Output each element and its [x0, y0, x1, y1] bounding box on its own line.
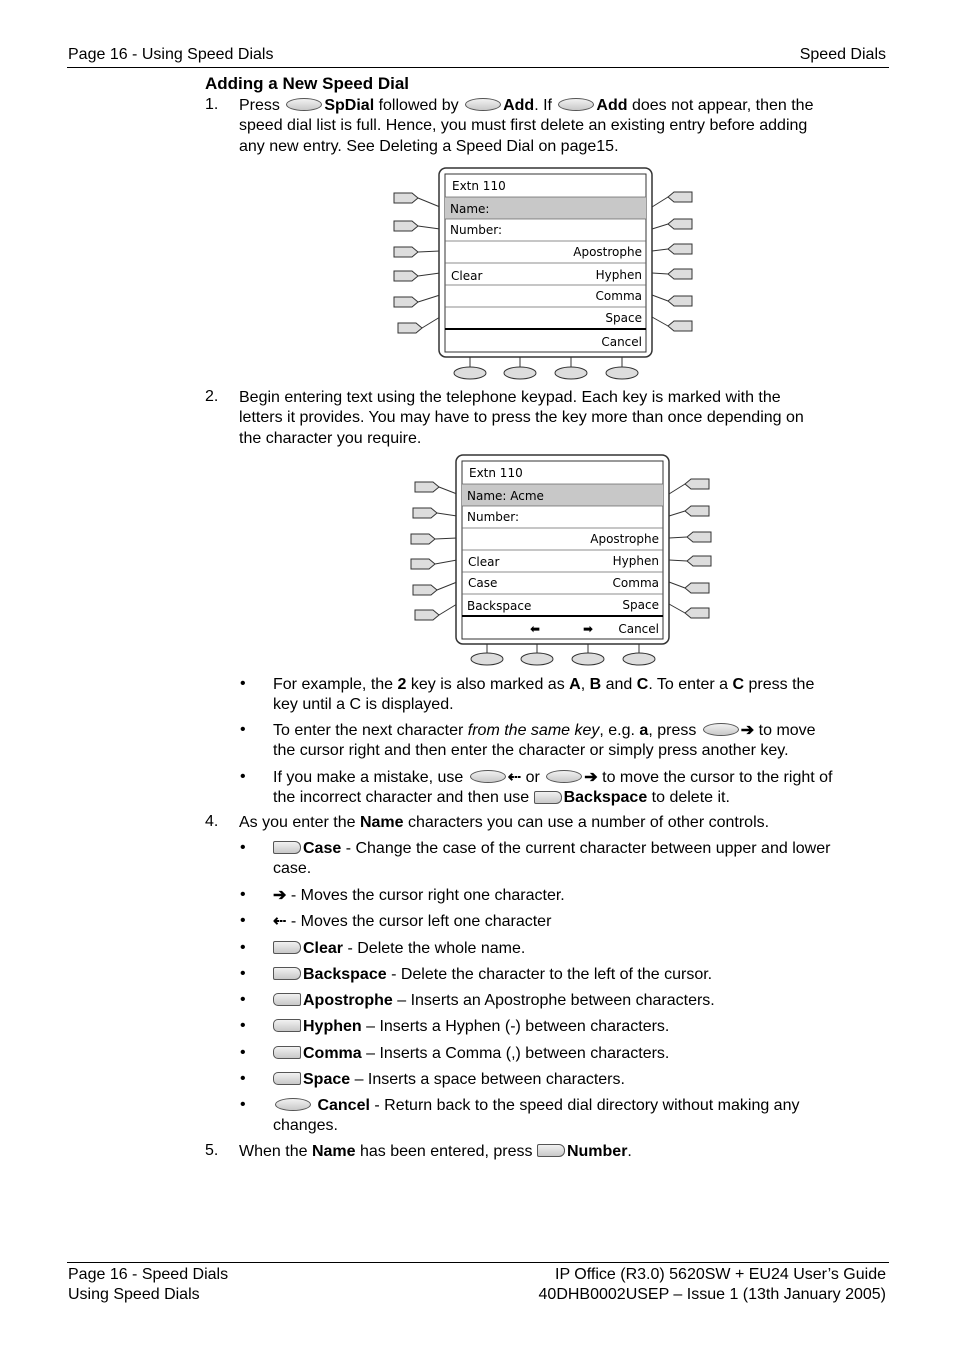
- step5-number: 5.: [205, 1142, 219, 1159]
- screen2-backspace: Backspace: [467, 599, 532, 613]
- phone-button-icon: [286, 98, 322, 111]
- header-left: Page 16 - Using Speed Dials: [68, 46, 274, 63]
- softkey-icon: [273, 1019, 301, 1032]
- softkey-icon: [534, 791, 562, 804]
- bullet: •: [240, 1096, 246, 1113]
- left-side-buttons: [411, 482, 457, 620]
- bullet: •: [240, 965, 246, 982]
- step1-add2: Add: [596, 97, 628, 114]
- bottom-buttons: [471, 644, 655, 665]
- left-arrow-icon: ⇠: [507, 769, 522, 786]
- bullet-right: ➔ - Moves the cursor right one character.: [273, 887, 565, 904]
- screen2-hyphen: Hyphen: [612, 554, 659, 568]
- phone-button-icon: [703, 723, 739, 736]
- softkey-icon: [273, 993, 301, 1006]
- bullet: •: [240, 939, 246, 956]
- screen2-apostrophe: Apostrophe: [590, 532, 659, 546]
- bullet-space: Space – Inserts a space between characters.: [273, 1070, 893, 1090]
- bullet-apostrophe: Apostrophe – Inserts an Apostrophe between characters.: [273, 991, 893, 1011]
- left-arrow-icon: ⬅: [529, 622, 541, 636]
- screen2-clear: Clear: [468, 555, 500, 569]
- screen2-title: Extn 110: [469, 466, 523, 480]
- bullet: •: [240, 886, 246, 903]
- footer-rule: [67, 1262, 889, 1263]
- bullet: •: [240, 1044, 246, 1061]
- bullet: •: [240, 721, 246, 738]
- right-side-buttons: [669, 479, 711, 618]
- screen1-title: Extn 110: [452, 179, 506, 193]
- footer-right: IP Office (R3.0) 5620SW + EU24 User’s Guide 40DHB0002USEP – Issue 1 (13th January 2005): [538, 1266, 886, 1303]
- step2-line3: the character you require.: [239, 429, 422, 447]
- step1-number: 1.: [205, 96, 219, 113]
- bullet-a2: To enter the next character from the same key, e.g. a, press ➔ to move the cursor right and then enter the character or simply press another key.: [273, 722, 816, 760]
- step1-t1: Press: [239, 97, 285, 114]
- step2-line2: letters it provides. You may have to press the key more than once depending on: [239, 409, 804, 427]
- screen1-hyphen: Hyphen: [595, 268, 642, 282]
- step2-number: 2.: [205, 388, 219, 405]
- step1-t3: . If: [534, 97, 557, 114]
- right-arrow-icon: ➡: [582, 622, 594, 636]
- header-right: Speed Dials: [799, 46, 886, 63]
- bullet-a3: If you make a mistake, use ⇠ or ➔ to move the cursor to the right of the incorrect character and then use Backspace to delete it.: [273, 769, 833, 807]
- softkey-icon: [273, 967, 301, 980]
- phone-button-icon: [275, 1098, 311, 1111]
- screen1-cancel: Cancel: [601, 335, 642, 349]
- step4-number: 4.: [205, 813, 219, 830]
- step1-t2: followed by: [374, 97, 464, 114]
- bullet-left: ⇠ - Moves the cursor left one character: [273, 913, 552, 930]
- step1-t4: does not appear, then the: [627, 97, 814, 114]
- softkey-icon: [273, 941, 301, 954]
- screen1-apostrophe: Apostrophe: [573, 245, 642, 259]
- step1-line3: any new entry. See Deleting a Speed Dial on page15.: [239, 137, 619, 155]
- step1-text: [239, 96, 879, 157]
- bullet: •: [240, 768, 246, 785]
- softkey-icon: [273, 841, 301, 854]
- step1-spdial: SpDial: [324, 97, 375, 114]
- right-arrow-icon: ➔: [584, 769, 598, 786]
- step2-text: [239, 388, 879, 449]
- screen2-cancel: Cancel: [618, 622, 659, 636]
- screen2-case: Case: [468, 576, 498, 590]
- screen1-clear: Clear: [451, 269, 483, 283]
- footer-left: Page 16 - Speed Dials Using Speed Dials: [68, 1266, 229, 1303]
- section-title: Adding a New Speed Dial: [205, 74, 410, 93]
- screen2-name: Name: Acme: [467, 489, 544, 503]
- step4-text: As you enter the Name characters you can use a number of other controls.: [239, 814, 770, 831]
- right-side-buttons: [652, 192, 692, 331]
- screen2-space: Space: [622, 598, 659, 612]
- phone-screen-figure-1: [388, 165, 708, 383]
- phone-button-icon: [558, 98, 594, 111]
- bullet-a1: For example, the 2 key is also marked as A, B and C. To enter a C press the key until a C is displayed.: [273, 676, 815, 714]
- step5-text: When the Name has been entered, press Number.: [239, 1143, 632, 1160]
- bullet-clear: Clear - Delete the whole name.: [273, 939, 893, 959]
- step2-line1: Begin entering text using the telephone keypad. Each key is marked with the: [239, 389, 781, 406]
- bullet: •: [240, 1017, 246, 1034]
- screen2-number: Number:: [467, 510, 520, 524]
- bullet: •: [240, 675, 246, 692]
- softkey-icon: [273, 1046, 301, 1059]
- screen2-comma: Comma: [612, 576, 659, 590]
- step1-add: Add: [503, 97, 535, 114]
- bullet-comma: Comma – Inserts a Comma (,) between characters.: [273, 1044, 893, 1064]
- step1-line2: speed dial list is full. Hence, you must first delete an existing entry before adding: [239, 117, 808, 135]
- bullet: •: [240, 1070, 246, 1087]
- screen1-space: Space: [605, 311, 642, 325]
- bullet: •: [240, 991, 246, 1008]
- bottom-buttons: [454, 357, 638, 379]
- screen1-number: Number:: [450, 223, 503, 237]
- phone-screen-figure-2: [405, 452, 725, 670]
- left-arrow-icon: ⇠: [273, 913, 287, 930]
- screen1-comma: Comma: [595, 289, 642, 303]
- screen1-name: Name:: [450, 202, 490, 216]
- bullet-hyphen: Hyphen – Inserts a Hyphen (-) between characters.: [273, 1017, 893, 1037]
- bullet-case: Case - Change the case of the current character between upper and lower case.: [273, 840, 831, 878]
- softkey-icon: [537, 1144, 565, 1157]
- softkey-icon: [273, 1072, 301, 1085]
- bullet: •: [240, 839, 246, 856]
- left-side-buttons: [394, 193, 440, 333]
- bullet: •: [240, 912, 246, 929]
- phone-button-icon: [546, 770, 582, 783]
- header-rule: [67, 67, 889, 68]
- right-arrow-icon: ➔: [740, 722, 755, 739]
- phone-button-icon: [470, 770, 506, 783]
- right-arrow-icon: ➔: [273, 887, 287, 904]
- phone-button-icon: [465, 98, 501, 111]
- bullet-backspace: Backspace - Delete the character to the left of the cursor.: [273, 965, 893, 985]
- bullet-cancel: Cancel - Return back to the speed dial directory without making any changes.: [273, 1097, 800, 1135]
